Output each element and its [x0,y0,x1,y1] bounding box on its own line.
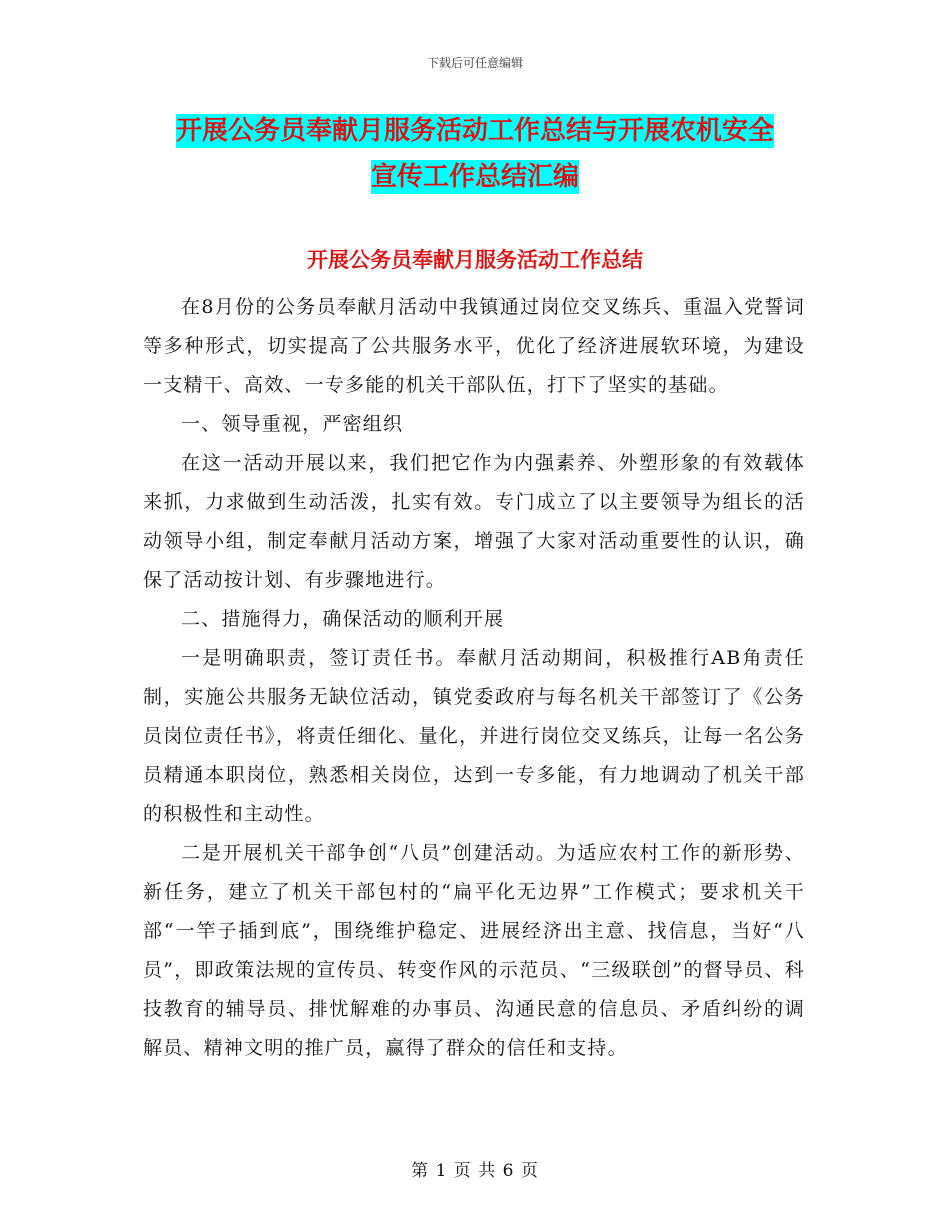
document-title-line-1: 开展公务员奉献月服务活动工作总结与开展农机安全 [175,116,774,146]
document-title [0,108,950,200]
paragraph: 在这一活动开展以来，我们把它作为内强素养、外塑形象的有效载体来抓，力求做到生动活泼，扎实有效。专门成立了以主要领导为组长的活动领导小组，制定奉献月活动方案，增强了大家对活动重要性的认识，确保了活动按计划、有步骤地进行。 [143,452,805,591]
page-number-footer: 第 1 页 共 6 页 [411,1161,539,1181]
header-note: 下载后可任意编辑 [426,56,523,70]
paragraph-heading: 二、措施得力，确保活动的顺利开展 [181,608,505,630]
section-title: 开展公务员奉献月服务活动工作总结 [307,248,643,272]
document-body [143,288,805,1068]
paragraph: 一是明确职责，签订责任书。奉献月活动期间，积极推行AB角责任制，实施公共服务无缺位活动，镇党委政府与每名机关干部签订了《公务员岗位责任书》，将责任细化、量化，并进行岗位交叉练兵，让每一名公务员精通本职岗位，熟悉相关岗位，达到一专多能，有力地调动了机关干部的积极性和主动性。 [143,647,805,825]
paragraph-heading: 一、领导重视，严密组织 [181,413,404,435]
paragraph: 在8月份的公务员奉献月活动中我镇通过岗位交叉练兵、重温入党誓词等多种形式，切实提高了公共服务水平，优化了经济进展软环境，为建设一支精干、高效、一专多能的机关干部队伍，打下了坚实的基础。 [143,296,805,396]
paragraph: 二是开展机关干部争创“八员”创建活动。为适应农村工作的新形势、新任务，建立了机关干部包村的“扁平化无边界”工作模式；要求机关干部“一竿子插到底”，围绕维护稳定、进展经济出主意、找信息，当好“八员”，即政策法规的宣传员、转变作风的示范员、“三级联创”的督导员、科技教育的辅导员、排忧解难的办事员、沟通民意的信息员、矛盾纠纷的调解员、精神文明的推广员，赢得了群众的信任和支持。 [143,842,805,1059]
document-title-line-2: 宣传工作总结汇编 [370,162,579,192]
